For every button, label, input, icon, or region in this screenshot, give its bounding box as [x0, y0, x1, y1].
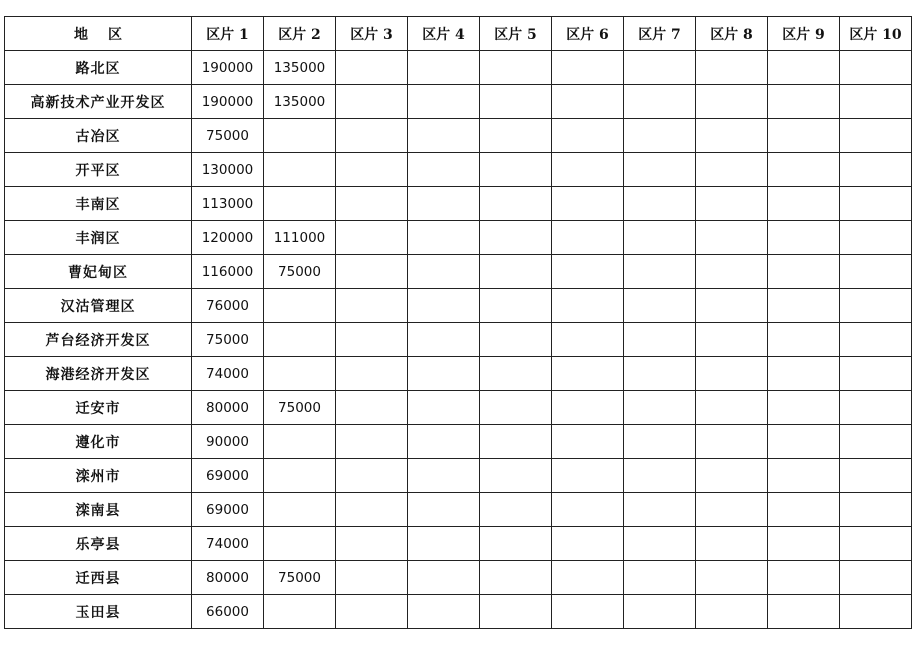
zone-3-price-cell	[336, 255, 408, 289]
zone-2-price-cell	[264, 323, 336, 357]
zone-3-price-cell	[336, 561, 408, 595]
header-zone-4: 区片 4	[408, 17, 480, 51]
zone-6-price-cell	[552, 255, 624, 289]
zone-3-price-cell	[336, 357, 408, 391]
zone-1-price-cell: 190000	[192, 51, 264, 85]
zone-10-price-cell	[840, 357, 912, 391]
zone-3-price-cell	[336, 391, 408, 425]
zone-6-price-cell	[552, 595, 624, 629]
zone-10-price-cell	[840, 561, 912, 595]
zone-2-price-cell	[264, 595, 336, 629]
zone-6-price-cell	[552, 119, 624, 153]
header-zone-1: 区片 1	[192, 17, 264, 51]
header-row	[5, 17, 912, 51]
region-name-cell: 玉田县	[5, 595, 192, 629]
zone-7-price-cell	[624, 493, 696, 527]
zone-4-price-cell	[408, 357, 480, 391]
zone-5-price-cell	[480, 51, 552, 85]
zone-3-price-cell	[336, 187, 408, 221]
region-name-cell: 乐亭县	[5, 527, 192, 561]
table-row	[5, 119, 912, 153]
zone-1-price-cell: 120000	[192, 221, 264, 255]
zone-10-price-cell	[840, 391, 912, 425]
zone-9-price-cell	[768, 255, 840, 289]
zone-8-price-cell	[696, 323, 768, 357]
region-name-cell: 迁安市	[5, 391, 192, 425]
zone-4-price-cell	[408, 425, 480, 459]
zone-9-price-cell	[768, 493, 840, 527]
zone-9-price-cell	[768, 459, 840, 493]
zone-2-price-cell	[264, 425, 336, 459]
zone-1-price-cell: 69000	[192, 493, 264, 527]
zone-6-price-cell	[552, 153, 624, 187]
zone-9-price-cell	[768, 425, 840, 459]
zone-10-price-cell	[840, 51, 912, 85]
zone-1-price-cell: 116000	[192, 255, 264, 289]
zone-8-price-cell	[696, 595, 768, 629]
zone-9-price-cell	[768, 391, 840, 425]
zone-9-price-cell	[768, 153, 840, 187]
table-row	[5, 323, 912, 357]
header-zone-5: 区片 5	[480, 17, 552, 51]
zone-4-price-cell	[408, 459, 480, 493]
zone-8-price-cell	[696, 221, 768, 255]
zone-6-price-cell	[552, 289, 624, 323]
zone-5-price-cell	[480, 595, 552, 629]
table-row	[5, 85, 912, 119]
zone-1-price-cell: 69000	[192, 459, 264, 493]
zone-4-price-cell	[408, 391, 480, 425]
region-name-cell: 遵化市	[5, 425, 192, 459]
zone-1-price-cell: 113000	[192, 187, 264, 221]
zone-7-price-cell	[624, 119, 696, 153]
zone-9-price-cell	[768, 187, 840, 221]
zone-7-price-cell	[624, 459, 696, 493]
table-row	[5, 459, 912, 493]
header-zone-8: 区片 8	[696, 17, 768, 51]
zone-10-price-cell	[840, 289, 912, 323]
zone-4-price-cell	[408, 187, 480, 221]
zone-5-price-cell	[480, 85, 552, 119]
zone-6-price-cell	[552, 493, 624, 527]
zone-2-price-cell: 75000	[264, 561, 336, 595]
zone-7-price-cell	[624, 255, 696, 289]
zone-9-price-cell	[768, 51, 840, 85]
table-row	[5, 255, 912, 289]
table-row	[5, 493, 912, 527]
region-name-cell: 滦州市	[5, 459, 192, 493]
region-name-cell: 曹妃甸区	[5, 255, 192, 289]
zone-5-price-cell	[480, 289, 552, 323]
zone-8-price-cell	[696, 255, 768, 289]
zone-4-price-cell	[408, 119, 480, 153]
region-name-cell: 古冶区	[5, 119, 192, 153]
zone-1-price-cell: 74000	[192, 527, 264, 561]
header-zone-6: 区片 6	[552, 17, 624, 51]
zone-1-price-cell: 66000	[192, 595, 264, 629]
zone-6-price-cell	[552, 221, 624, 255]
zone-1-price-cell: 75000	[192, 119, 264, 153]
table-row	[5, 391, 912, 425]
zone-1-price-cell: 75000	[192, 323, 264, 357]
header-region: 地区	[5, 17, 192, 51]
zone-10-price-cell	[840, 493, 912, 527]
zone-5-price-cell	[480, 493, 552, 527]
zone-7-price-cell	[624, 51, 696, 85]
table-row	[5, 357, 912, 391]
table-row	[5, 153, 912, 187]
zone-1-price-cell: 74000	[192, 357, 264, 391]
zone-10-price-cell	[840, 153, 912, 187]
region-name-cell: 高新技术产业开发区	[5, 85, 192, 119]
zone-10-price-cell	[840, 255, 912, 289]
zone-3-price-cell	[336, 595, 408, 629]
table-row	[5, 595, 912, 629]
zone-3-price-cell	[336, 85, 408, 119]
zone-8-price-cell	[696, 357, 768, 391]
region-name-cell: 丰润区	[5, 221, 192, 255]
zone-2-price-cell	[264, 119, 336, 153]
zone-4-price-cell	[408, 153, 480, 187]
zone-3-price-cell	[336, 221, 408, 255]
zone-9-price-cell	[768, 221, 840, 255]
zone-9-price-cell	[768, 323, 840, 357]
header-zone-7: 区片 7	[624, 17, 696, 51]
table-row	[5, 187, 912, 221]
zone-7-price-cell	[624, 221, 696, 255]
zone-8-price-cell	[696, 493, 768, 527]
zone-3-price-cell	[336, 459, 408, 493]
zone-9-price-cell	[768, 527, 840, 561]
zone-7-price-cell	[624, 527, 696, 561]
zone-6-price-cell	[552, 187, 624, 221]
zone-3-price-cell	[336, 425, 408, 459]
zone-2-price-cell: 135000	[264, 51, 336, 85]
zone-4-price-cell	[408, 323, 480, 357]
zone-6-price-cell	[552, 51, 624, 85]
region-name-cell: 海港经济开发区	[5, 357, 192, 391]
zone-1-price-cell: 80000	[192, 391, 264, 425]
zone-6-price-cell	[552, 323, 624, 357]
zone-10-price-cell	[840, 323, 912, 357]
header-zone-10: 区片 10	[840, 17, 912, 51]
zone-2-price-cell	[264, 153, 336, 187]
zone-5-price-cell	[480, 187, 552, 221]
zone-4-price-cell	[408, 255, 480, 289]
header-zone-2: 区片 2	[264, 17, 336, 51]
zone-6-price-cell	[552, 459, 624, 493]
zone-5-price-cell	[480, 561, 552, 595]
zone-9-price-cell	[768, 357, 840, 391]
zone-8-price-cell	[696, 119, 768, 153]
zone-5-price-cell	[480, 425, 552, 459]
zone-4-price-cell	[408, 527, 480, 561]
zone-8-price-cell	[696, 561, 768, 595]
zone-3-price-cell	[336, 527, 408, 561]
zone-9-price-cell	[768, 561, 840, 595]
zone-7-price-cell	[624, 357, 696, 391]
zone-5-price-cell	[480, 221, 552, 255]
land-price-table-container	[4, 16, 912, 629]
table-body	[5, 51, 912, 629]
zone-10-price-cell	[840, 425, 912, 459]
zone-9-price-cell	[768, 289, 840, 323]
zone-2-price-cell	[264, 187, 336, 221]
zone-1-price-cell: 190000	[192, 85, 264, 119]
zone-2-price-cell: 75000	[264, 391, 336, 425]
zone-10-price-cell	[840, 527, 912, 561]
zone-5-price-cell	[480, 323, 552, 357]
zone-3-price-cell	[336, 493, 408, 527]
zone-5-price-cell	[480, 391, 552, 425]
zone-4-price-cell	[408, 289, 480, 323]
header-zone-3: 区片 3	[336, 17, 408, 51]
zone-3-price-cell	[336, 323, 408, 357]
zone-5-price-cell	[480, 255, 552, 289]
zone-2-price-cell	[264, 289, 336, 323]
zone-8-price-cell	[696, 459, 768, 493]
zone-2-price-cell: 111000	[264, 221, 336, 255]
region-name-cell: 迁西县	[5, 561, 192, 595]
zone-6-price-cell	[552, 391, 624, 425]
zone-1-price-cell: 130000	[192, 153, 264, 187]
zone-10-price-cell	[840, 221, 912, 255]
zone-3-price-cell	[336, 119, 408, 153]
zone-7-price-cell	[624, 85, 696, 119]
zone-9-price-cell	[768, 119, 840, 153]
zone-4-price-cell	[408, 493, 480, 527]
zone-9-price-cell	[768, 85, 840, 119]
zone-10-price-cell	[840, 459, 912, 493]
zone-2-price-cell	[264, 357, 336, 391]
zone-8-price-cell	[696, 153, 768, 187]
zone-8-price-cell	[696, 51, 768, 85]
zone-7-price-cell	[624, 187, 696, 221]
zone-8-price-cell	[696, 289, 768, 323]
zone-6-price-cell	[552, 561, 624, 595]
zone-10-price-cell	[840, 119, 912, 153]
zone-10-price-cell	[840, 595, 912, 629]
zone-2-price-cell: 75000	[264, 255, 336, 289]
region-name-cell: 开平区	[5, 153, 192, 187]
zone-5-price-cell	[480, 459, 552, 493]
zone-3-price-cell	[336, 51, 408, 85]
table-row	[5, 51, 912, 85]
zone-2-price-cell	[264, 527, 336, 561]
zone-2-price-cell: 135000	[264, 85, 336, 119]
zone-5-price-cell	[480, 119, 552, 153]
zone-5-price-cell	[480, 153, 552, 187]
land-price-table	[4, 16, 912, 629]
zone-10-price-cell	[840, 187, 912, 221]
zone-3-price-cell	[336, 289, 408, 323]
zone-5-price-cell	[480, 357, 552, 391]
table-row	[5, 221, 912, 255]
zone-8-price-cell	[696, 187, 768, 221]
zone-9-price-cell	[768, 595, 840, 629]
zone-7-price-cell	[624, 289, 696, 323]
zone-2-price-cell	[264, 493, 336, 527]
zone-7-price-cell	[624, 153, 696, 187]
zone-8-price-cell	[696, 85, 768, 119]
zone-3-price-cell	[336, 153, 408, 187]
zone-7-price-cell	[624, 561, 696, 595]
zone-2-price-cell	[264, 459, 336, 493]
zone-1-price-cell: 76000	[192, 289, 264, 323]
table-row	[5, 561, 912, 595]
zone-1-price-cell: 90000	[192, 425, 264, 459]
zone-5-price-cell	[480, 527, 552, 561]
zone-4-price-cell	[408, 595, 480, 629]
header-zone-9: 区片 9	[768, 17, 840, 51]
zone-6-price-cell	[552, 85, 624, 119]
zone-8-price-cell	[696, 425, 768, 459]
table-row	[5, 289, 912, 323]
region-name-cell: 滦南县	[5, 493, 192, 527]
zone-4-price-cell	[408, 51, 480, 85]
zone-4-price-cell	[408, 221, 480, 255]
region-name-cell: 丰南区	[5, 187, 192, 221]
region-name-cell: 路北区	[5, 51, 192, 85]
zone-7-price-cell	[624, 391, 696, 425]
zone-6-price-cell	[552, 357, 624, 391]
zone-7-price-cell	[624, 425, 696, 459]
zone-10-price-cell	[840, 85, 912, 119]
zone-7-price-cell	[624, 595, 696, 629]
zone-1-price-cell: 80000	[192, 561, 264, 595]
table-row	[5, 425, 912, 459]
zone-4-price-cell	[408, 85, 480, 119]
table-row	[5, 527, 912, 561]
zone-6-price-cell	[552, 425, 624, 459]
zone-8-price-cell	[696, 391, 768, 425]
zone-4-price-cell	[408, 561, 480, 595]
region-name-cell: 汉沽管理区	[5, 289, 192, 323]
zone-8-price-cell	[696, 527, 768, 561]
region-name-cell: 芦台经济开发区	[5, 323, 192, 357]
zone-7-price-cell	[624, 323, 696, 357]
zone-6-price-cell	[552, 527, 624, 561]
